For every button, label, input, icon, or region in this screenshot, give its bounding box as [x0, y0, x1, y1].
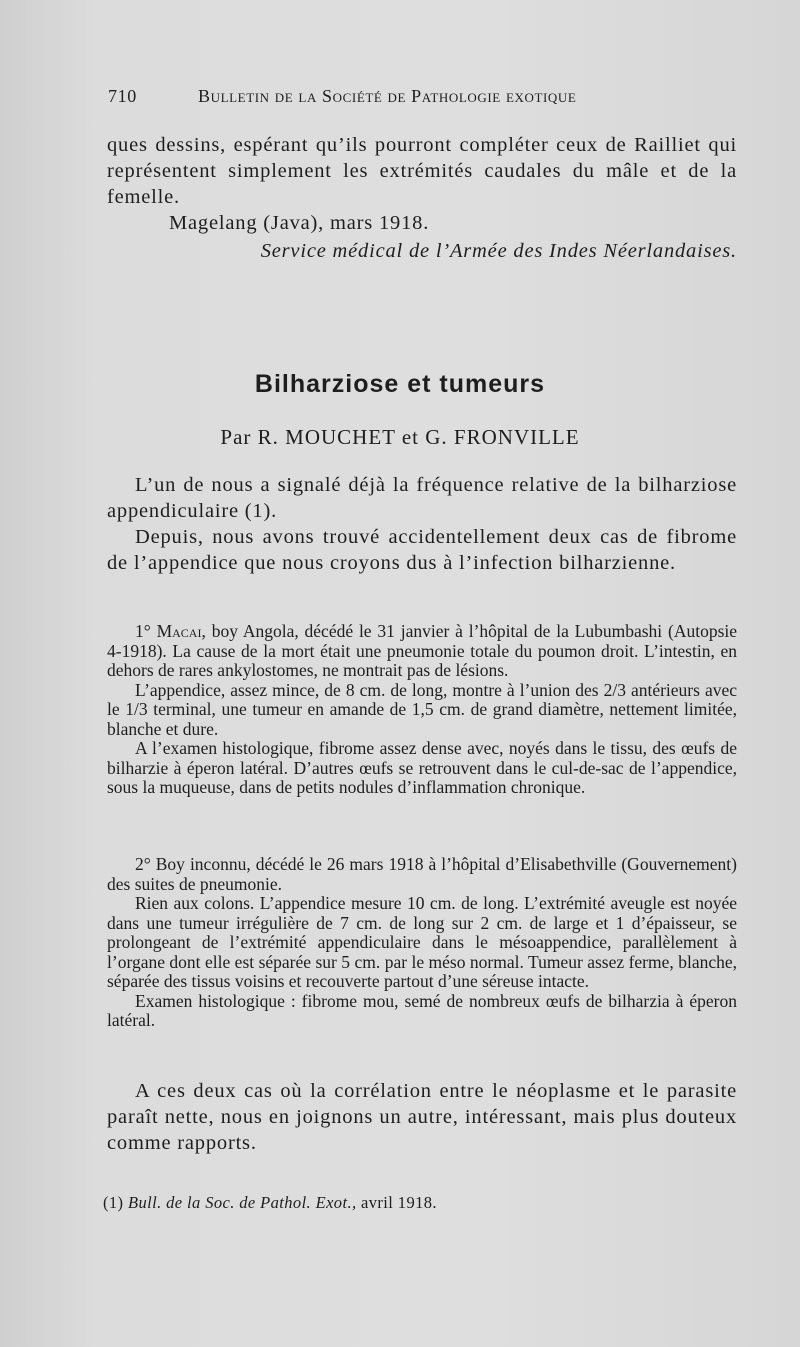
running-header [108, 86, 576, 107]
previous-article-ending [107, 132, 737, 264]
case-2-paragraph-1: 2° Boy inconnu, décédé le 26 mars 1918 à l’hôpital d’Elisabethville (Gouvernement) des suites de pneumonie. [107, 854, 737, 894]
case-1-paragraph-3: A l’examen histologique, fibrome assez dense avec, noyés dans le tissu, des œufs de bilharzie à éperon latéral. D’autres œufs se retrouvent dans le cul-de-sac de l’appendice, sous la muqueuse, dans de petits nodules d’inflammation chronique. [107, 738, 737, 797]
conclusion [107, 1078, 737, 1156]
intro-paragraph-2: Depuis, nous avons trouvé accidentellement deux cas de fibrome de l’appendice que nous croyons dus à l’infection bilharzienne. [107, 526, 737, 574]
continued-paragraph: ques dessins, espérant qu’ils pourront compléter ceux de Railliet qui représentent simplement les extrémités caudales du mâle et de la femelle. [107, 134, 737, 208]
service-signature: Service médical de l’Armée des Indes Néerlandaises. [260, 240, 737, 262]
footnote-date: avril 1918. [361, 1193, 437, 1212]
footnote-journal: Bull. de la Soc. de Pathol. Exot., [127, 1193, 357, 1212]
article-title: Bilharziose et tumeurs [254, 370, 546, 398]
case-1-lead: 1° Macai, [135, 621, 206, 641]
case-1-paragraph-2: L’appendice, assez mince, de 8 cm. de long, montre à l’union des 2/3 antérieurs avec le 1/3 terminal, une tumeur en amande de 1,5 cm. de grand diamètre, nettement limitée, blanche et dure. [107, 679, 737, 739]
journal-title: Bulletin de la Société de Pathologie exotique [198, 86, 577, 106]
place-date: Magelang (Java), mars 1918. [169, 212, 430, 234]
intro-paragraph-1: L’un de nous a signalé déjà la fréquence relative de la bilharziose appendiculaire (1). [107, 474, 737, 522]
footnote [103, 1193, 437, 1213]
case-1-paragraph-1 [107, 622, 737, 681]
conclusion-paragraph: A ces deux cas où la corrélation entre le néoplasme et le parasite paraît nette, nous en joignons un autre, intéressant, mais plus douteux comme rapports. [107, 1080, 737, 1154]
page-number: 710 [108, 86, 137, 106]
case-1 [107, 622, 737, 798]
footnote-marker: (1) [103, 1193, 124, 1212]
case-1-text: boy Angola, décédé le 31 janvier à l’hôpital de la Lubumbashi (Autopsie 4-1918). La cause de la mort était une pneumonie totale du poumon droit. L’intestin, en dehors de rares ankylostomes, ne montrait pas de lésions. [107, 621, 738, 680]
case-2-paragraph-2: Rien aux colons. L’appendice mesure 10 cm. de long. L’extrémité aveugle est noyée dans une tumeur irrégulière de 7 cm. de long sur 2 cm. de large et 1 d’épaisseur, se prolongeant de l’extrémité appendiculaire dans le mésoappendice, parallèlement à l’organe dont elle est séparée sur 5 cm. par le méso normal. Tumeur assez ferme, blanche, séparée des tissus voisins et recouverte partout d’une séreuse intacte. [107, 893, 737, 991]
case-2 [107, 855, 737, 1031]
introduction [107, 472, 737, 576]
article-authors: Par R. MOUCHET et G. FRONVILLE [220, 425, 580, 449]
case-2-paragraph-3: Examen histologique : fibrome mou, semé de nombreux œufs de bilharzia à éperon latéral. [107, 990, 737, 1030]
